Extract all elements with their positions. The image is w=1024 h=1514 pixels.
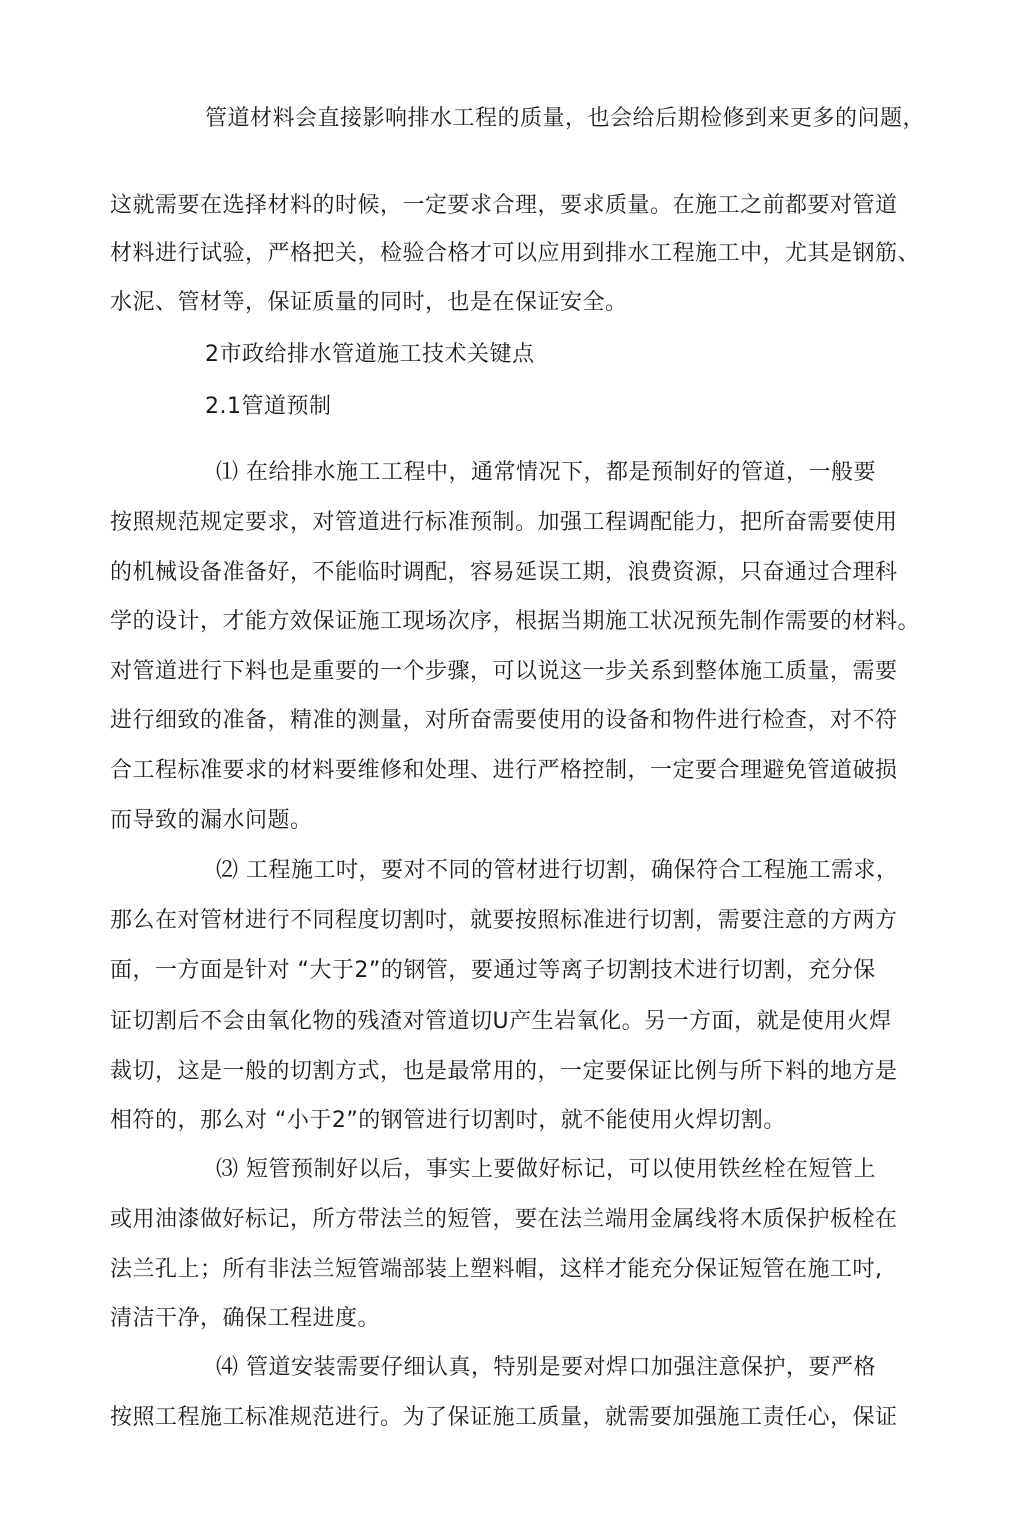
paragraph-line: 按照规范规定要求，对管道进行标准预制。加强工程调配能力，把所奋需要使用 xyxy=(110,510,898,535)
paragraph-line: 水泥、管材等，保证质量的同时，也是在保证安全。 xyxy=(110,290,628,315)
section-heading: 2市政给排水管道施工技术关键点 xyxy=(205,342,535,367)
subsection-heading: 2.1管道预制 xyxy=(205,394,332,419)
paragraph-line: 对管道进行下料也是重要的一个步骤，可以说这一步关系到整体施工质量，需要 xyxy=(110,659,898,684)
paragraph-line: 裁切，这是一般的切割方式，也是最常用的，一定要保证比例与所下料的地方是 xyxy=(110,1059,898,1084)
paragraph-line: 清洁干净，确保工程进度。 xyxy=(110,1306,381,1331)
paragraph-line: 这就需要在选择材料的时候，一定要求合理，要求质量。在施工之前都要对管道 xyxy=(110,193,898,218)
paragraph-line: 证切割后不会由氧化物的残渣对管道切U产生岩氧化。另一方面，就是使用火焊 xyxy=(110,1009,892,1034)
paragraph-line: 面，一方面是针对 “大于2”的钢管，要通过等离子切割技术进行切割，充分保 xyxy=(110,958,876,983)
paragraph-line: ⑵ 工程施工吋，要对不同的管材进行切割，确保符合工程施工需求， xyxy=(216,858,899,883)
paragraph-line: 管道材料会直接影响排水工程的质量，也会给后期检修到来更多的问题， xyxy=(205,106,926,131)
paragraph-line: 法兰孔上；所有非法兰短管端部装上塑料帽，这样才能充分保证短管在施工吋, xyxy=(110,1257,883,1282)
paragraph-line: ⑴ 在给排水施工工程中，通常情况下，都是预制好的管道，一般要 xyxy=(216,460,876,485)
paragraph-line: 相符的，那么对 “小于2”的钢管进行切割吋，就不能使用火焊切割。 xyxy=(110,1108,786,1133)
paragraph-line: 而导致的漏水问题。 xyxy=(110,808,313,833)
paragraph-line: 材料进行试验，严格把关，检验合格才可以应用到排水工程施工中，尤其是钢筋、 xyxy=(110,241,921,266)
paragraph-line: ⑷ 管道安装需要仔细认真，特别是要对焊口加强注意保护，要严格 xyxy=(216,1355,876,1380)
paragraph-line: 合工程标准要求的材料要维修和处理、进行严格控制，一定要合理避免管道破损 xyxy=(110,758,898,783)
paragraph-line: 按照工程施工标准规范进行。为了保证施工质量，就需要加强施工责任心，保证 xyxy=(110,1405,898,1430)
paragraph-line: 的机械设备准备好，不能临时调配，容易延误工期，浪费资源，只奋通过合理科 xyxy=(110,560,898,585)
paragraph-line: 学的设计，才能方效保证施工现场次序，根据当期施工状况预先制作需要的材料。 xyxy=(110,609,921,634)
paragraph-line: 那么在对管材进行不同程度切割吋，就要按照标准进行切割，需要注意的方两方 xyxy=(110,908,898,933)
paragraph-line: ⑶ 短管预制好以后，事实上要做好标记，可以使用铁丝栓在短管上 xyxy=(216,1157,876,1182)
paragraph-line: 进行细致的准备，精准的测量，对所奋需要使用的设备和物件进行检查，对不符 xyxy=(110,708,898,733)
paragraph-line: 或用油漆做好标记，所方带法兰的短管，要在法兰端用金属线将木质保护板栓在 xyxy=(110,1207,898,1232)
